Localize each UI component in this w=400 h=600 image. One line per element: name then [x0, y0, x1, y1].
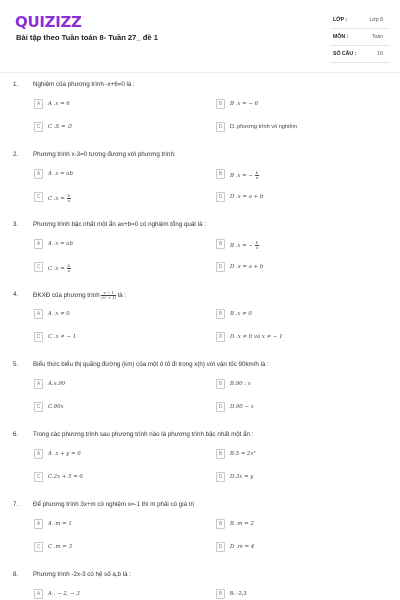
option-text [230, 474, 253, 480]
worksheet-title: Bài tập theo Tuần toán 8- Tuần 27_ đề 1 [16, 33, 158, 42]
option-text [230, 124, 297, 130]
meta-row-count [330, 46, 390, 63]
option-text-value: A .x + y = 0 [48, 450, 81, 457]
option-text-value: A .x ≠ 0 [48, 310, 70, 317]
option-a[interactable] [34, 519, 184, 529]
meta-row-subject [330, 29, 390, 46]
option-letter-box[interactable]: B [216, 519, 225, 529]
quizizz-logo: QUIZIZZ [15, 13, 82, 31]
option-text-value: B.5 = 2x² [230, 450, 256, 457]
option-a[interactable] [34, 309, 184, 319]
option-b[interactable] [216, 169, 366, 179]
option-letter-box[interactable]: A [34, 309, 43, 319]
option-letter-box[interactable]: C [34, 122, 43, 132]
option-text-value: A .x = ab [48, 240, 73, 247]
option-letter-box[interactable]: C [34, 262, 43, 272]
option-a[interactable] [34, 589, 184, 599]
option-text [230, 404, 254, 410]
question-text [33, 291, 126, 300]
option-c[interactable] [34, 472, 184, 482]
option-letter-box[interactable]: A [34, 379, 43, 389]
worksheet-header [0, 0, 400, 72]
option-letter-box[interactable]: D [216, 472, 225, 482]
option-text-value: C .x = [48, 265, 67, 272]
option-text [48, 474, 83, 480]
option-b[interactable] [216, 519, 366, 529]
option-text-value: B.90 : x [230, 380, 251, 387]
option-d[interactable] [216, 122, 366, 132]
fraction: $\frac{b}{a}$ [67, 192, 70, 203]
question-text-suffix: là : [116, 292, 127, 300]
option-text [230, 311, 252, 317]
option-letter-box[interactable]: C [34, 192, 43, 202]
question-number: 1. [13, 81, 19, 88]
option-letter-box[interactable]: B [216, 99, 225, 109]
question-text: Biểu thức biểu thị quãng đường (km) của một ô tô đi trong x(h) với vận tốc 90km/h là : [33, 361, 269, 368]
option-d[interactable] [216, 192, 366, 202]
option-d[interactable] [216, 542, 366, 552]
option-text-value: A .x = ab [48, 170, 73, 177]
option-text [48, 521, 72, 527]
option-text-value: B .x = − [230, 172, 255, 179]
option-a[interactable] [34, 239, 184, 249]
option-letter-box[interactable]: A [34, 169, 43, 179]
option-text-value: D.90 − x [230, 403, 254, 410]
meta-value: Toán [371, 34, 383, 40]
meta-value: Lớp 8 [369, 17, 383, 23]
option-text-value: D .x = a + b [230, 193, 264, 200]
option-letter-box[interactable]: D [216, 192, 225, 202]
fraction: $\frac{x - 1}{\text{(x² + 1)}}$ [101, 290, 117, 300]
option-d[interactable] [216, 262, 366, 272]
option-text [230, 171, 259, 180]
question-number: 6. [13, 431, 19, 438]
option-text-value: C .m = 3 [48, 543, 73, 550]
meta-value: 10 [377, 51, 383, 57]
option-b[interactable] [216, 379, 366, 389]
question-number: 4. [13, 291, 19, 298]
question-number: 5. [13, 361, 19, 368]
question-number: 7. [13, 501, 19, 508]
option-text [48, 101, 70, 107]
option-text-value: B .m = 2 [230, 520, 254, 527]
option-text-value: D .x = a + b [230, 263, 264, 270]
option-letter-box[interactable]: B [216, 239, 225, 249]
option-text-value: C.2x + 5 = 0 [48, 473, 83, 480]
option-text-value: D. phương trình vô nghiệm [230, 123, 298, 130]
option-letter-box[interactable]: D [216, 122, 225, 132]
option-text [48, 241, 73, 247]
option-text [230, 334, 283, 340]
option-b[interactable] [216, 309, 366, 319]
option-text [48, 194, 71, 203]
meta-table [330, 12, 390, 63]
question-text: Nghiệm của phương trình -x+6=0 là : [33, 81, 135, 88]
meta-key: SỐ CÂU : [333, 51, 357, 57]
option-text-value: C .x ≠ − 1 [48, 333, 77, 340]
option-letter-box[interactable]: D [216, 332, 225, 342]
question-text-main: ĐKXĐ của phương trình [33, 292, 102, 300]
option-text [48, 124, 72, 130]
option-letter-box[interactable]: B [216, 379, 225, 389]
option-c[interactable] [34, 542, 184, 552]
option-text-value: A .m = 1 [48, 520, 72, 527]
question-number: 8. [13, 571, 19, 578]
question-text: Phương trình bậc nhất một ẩn ax+b=0 có nghiệm tổng quát là : [33, 221, 206, 228]
option-text-value: B .x = − 6 [230, 100, 259, 107]
question-number: 2. [13, 151, 19, 158]
option-b[interactable] [216, 449, 366, 459]
option-text-value: A . − 2, − 3 [48, 590, 80, 597]
option-text-value: B. -2,3 [230, 590, 247, 597]
option-c[interactable] [34, 122, 184, 132]
option-text-value: D.3x = y [230, 473, 254, 480]
option-text [230, 381, 251, 387]
option-text-value: B .x ≠ 0 [230, 310, 252, 317]
option-letter-box[interactable]: A [34, 99, 43, 109]
option-d[interactable] [216, 332, 366, 342]
option-text [48, 544, 72, 550]
option-letter-box[interactable]: B [216, 589, 225, 599]
meta-row-class [330, 12, 390, 29]
option-c[interactable] [34, 192, 184, 202]
question-text: Phương trình x-3=0 tương đương với phương trình: [33, 151, 176, 158]
option-d[interactable] [216, 472, 366, 482]
option-text [230, 264, 263, 270]
option-letter-box[interactable]: C [34, 472, 43, 482]
option-text [230, 194, 263, 200]
option-letter-box[interactable]: B [216, 309, 225, 319]
option-text [230, 241, 259, 250]
option-text [48, 311, 70, 317]
question-number: 3. [13, 221, 19, 228]
fraction: $\frac{b}{a}$ [255, 169, 259, 180]
option-letter-box[interactable]: C [34, 542, 43, 552]
option-letter-box[interactable]: D [216, 402, 225, 412]
option-text-value: C.90x [48, 403, 64, 410]
option-text [230, 521, 254, 527]
option-text [48, 334, 76, 340]
option-letter-box[interactable]: D [216, 542, 225, 552]
option-letter-box[interactable]: A [34, 239, 43, 249]
option-text [48, 171, 73, 177]
fraction: $\frac{b}{a}$ [67, 262, 70, 273]
option-text-value: B .x = − [230, 242, 255, 249]
option-b[interactable] [216, 239, 366, 249]
option-b[interactable] [216, 99, 366, 109]
option-d[interactable] [216, 402, 366, 412]
option-text [48, 264, 71, 273]
option-text-value: A .x = 6 [48, 100, 70, 107]
question-text: Trong các phương trình sau phương trình nào là phương trình bậc nhất một ẩn : [33, 431, 254, 438]
option-text-value: C .x = [48, 195, 67, 202]
option-text [230, 451, 256, 457]
option-text [48, 381, 65, 387]
option-a[interactable] [34, 379, 184, 389]
header-divider [0, 72, 400, 73]
option-c[interactable] [34, 332, 184, 342]
option-letter-box[interactable]: D [216, 262, 225, 272]
option-letter-box[interactable]: C [34, 332, 43, 342]
meta-key: LỚP : [333, 17, 348, 23]
option-a[interactable] [34, 99, 184, 109]
fraction: $\frac{b}{a}$ [255, 239, 259, 250]
option-letter-box[interactable]: C [34, 402, 43, 412]
option-a[interactable] [34, 449, 184, 459]
option-letter-box[interactable]: B [216, 169, 225, 179]
option-letter-box[interactable]: B [216, 449, 225, 459]
option-text-value: D .x ≠ 0 và x ≠ − 1 [230, 333, 283, 340]
option-letter-box[interactable]: A [34, 519, 43, 529]
option-b[interactable] [216, 589, 366, 599]
option-letter-box[interactable]: A [34, 449, 43, 459]
meta-key: MÔN : [333, 34, 349, 40]
option-text [48, 404, 64, 410]
option-text [48, 451, 81, 457]
option-text-value: C .S = ∅ [48, 123, 72, 130]
question-text: Để phương trình 3x+m có nghiệm x=-1 thì m phải có giá trị [33, 501, 194, 508]
question-text: Phương trình -2x-3 có hệ số a,b là : [33, 571, 131, 578]
option-text [230, 591, 246, 597]
option-text-value: A.x.90 [48, 380, 66, 387]
option-text-value: D .m = 4 [230, 543, 255, 550]
option-c[interactable] [34, 402, 184, 412]
option-a[interactable] [34, 169, 184, 179]
option-c[interactable] [34, 262, 184, 272]
option-text [230, 101, 258, 107]
option-text [230, 544, 254, 550]
option-text [48, 591, 80, 597]
option-letter-box[interactable]: A [34, 589, 43, 599]
